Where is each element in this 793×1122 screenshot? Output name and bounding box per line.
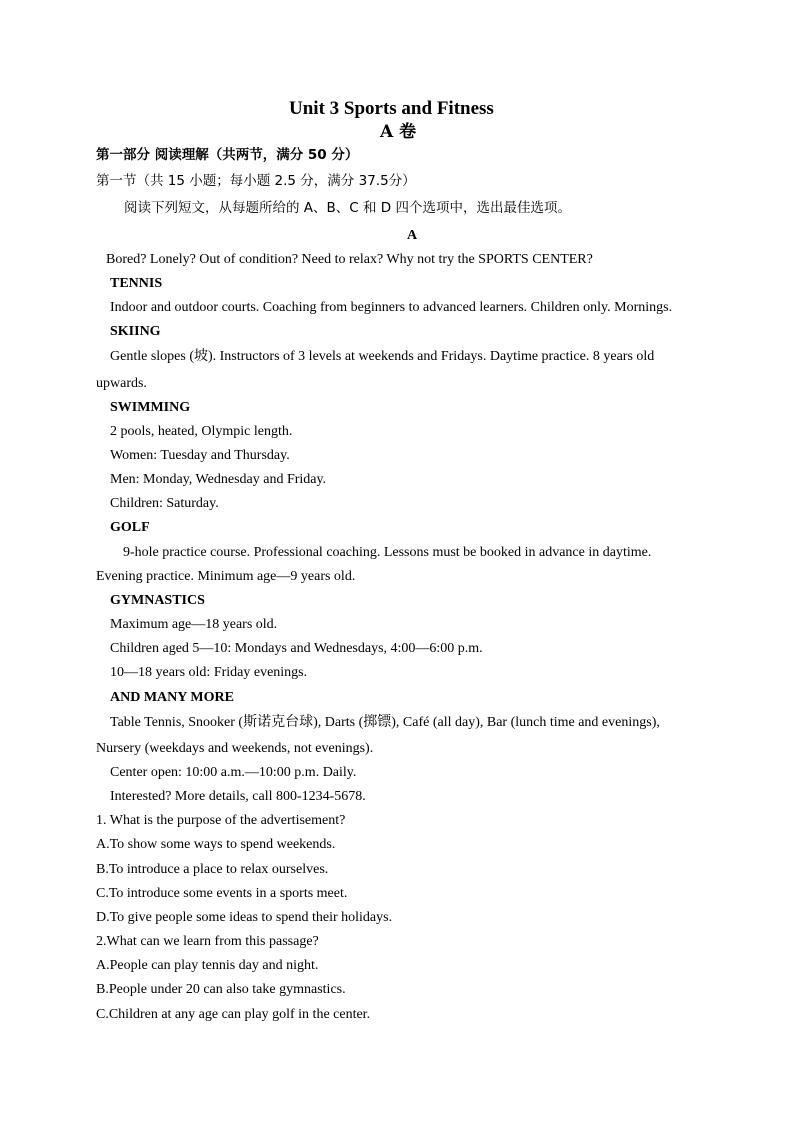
gymnastics-line: Children aged 5—10: Mondays and Wednesdays, 4:00—6:00 p.m. [110, 641, 483, 656]
question-option: B.To introduce a place to relax ourselves. [96, 862, 329, 877]
swimming-line: 2 pools, heated, Olympic length. [110, 424, 293, 439]
question-option: A.People can play tennis day and night. [96, 958, 319, 973]
question-option: B.People under 20 can also take gymnastics. [96, 982, 346, 997]
gymnastics-line: 10—18 years old: Friday evenings. [110, 665, 308, 680]
section1-heading: 第一节（共 15 小题；每小题 2.5 分，满分 37.5分） [96, 173, 416, 189]
question-option: C.Children at any age can play golf in the center. [96, 1007, 371, 1022]
passage-label: A [407, 228, 418, 243]
ad-intro: Bored? Lonely? Out of condition? Need to relax? Why not try the SPORTS CENTER? [106, 252, 593, 267]
instructions: 阅读下列短文，从每题所给的 A、B、C 和 D 四个选项中，选出最佳选项。 [124, 200, 571, 216]
golf-heading: GOLF [110, 520, 150, 535]
more-text-line1: Table Tennis, Snooker (斯诺克台球), Darts (掷镖), Café (all day), Bar (lunch time and evenings), [110, 715, 660, 730]
contact-info: Interested? More details, call 800-1234-5678. [110, 789, 366, 804]
part1-heading: 第一部分 阅读理解（共两节，满分 50 分） [96, 147, 359, 163]
question-stem: 2.What can we learn from this passage? [96, 934, 319, 949]
swimming-line: Men: Monday, Wednesday and Friday. [110, 472, 327, 487]
question-option: C.To introduce some events in a sports meet. [96, 886, 348, 901]
skiing-heading: SKIING [110, 324, 161, 339]
question-option: A.To show some ways to spend weekends. [96, 837, 336, 852]
more-heading: AND MANY MORE [110, 690, 234, 705]
swimming-heading: SWIMMING [110, 400, 191, 415]
skiing-text-line2: upwards. [96, 376, 147, 391]
document-subtitle: A 卷 [380, 122, 417, 142]
gymnastics-line: Maximum age—18 years old. [110, 617, 278, 632]
document-title: Unit 3 Sports and Fitness [289, 98, 494, 119]
question-stem: 1. What is the purpose of the advertisement? [96, 813, 346, 828]
tennis-text: Indoor and outdoor courts. Coaching from beginners to advanced learners. Children only. Mornings. [110, 300, 673, 315]
skiing-text-line1: Gentle slopes (坡). Instructors of 3 levels at weekends and Fridays. Daytime practice. 8 years old [110, 349, 655, 364]
swimming-line: Women: Tuesday and Thursday. [110, 448, 290, 463]
open-hours: Center open: 10:00 a.m.—10:00 p.m. Daily. [110, 765, 357, 780]
gymnastics-heading: GYMNASTICS [110, 593, 205, 608]
swimming-line: Children: Saturday. [110, 496, 219, 511]
golf-text-line2: Evening practice. Minimum age—9 years old. [96, 569, 356, 584]
more-text-line2: Nursery (weekdays and weekends, not evenings). [96, 741, 374, 756]
golf-text-line1: 9-hole practice course. Professional coaching. Lessons must be booked in advance in daytime. [123, 545, 652, 560]
question-option: D.To give people some ideas to spend their holidays. [96, 910, 393, 925]
tennis-heading: TENNIS [110, 276, 163, 291]
